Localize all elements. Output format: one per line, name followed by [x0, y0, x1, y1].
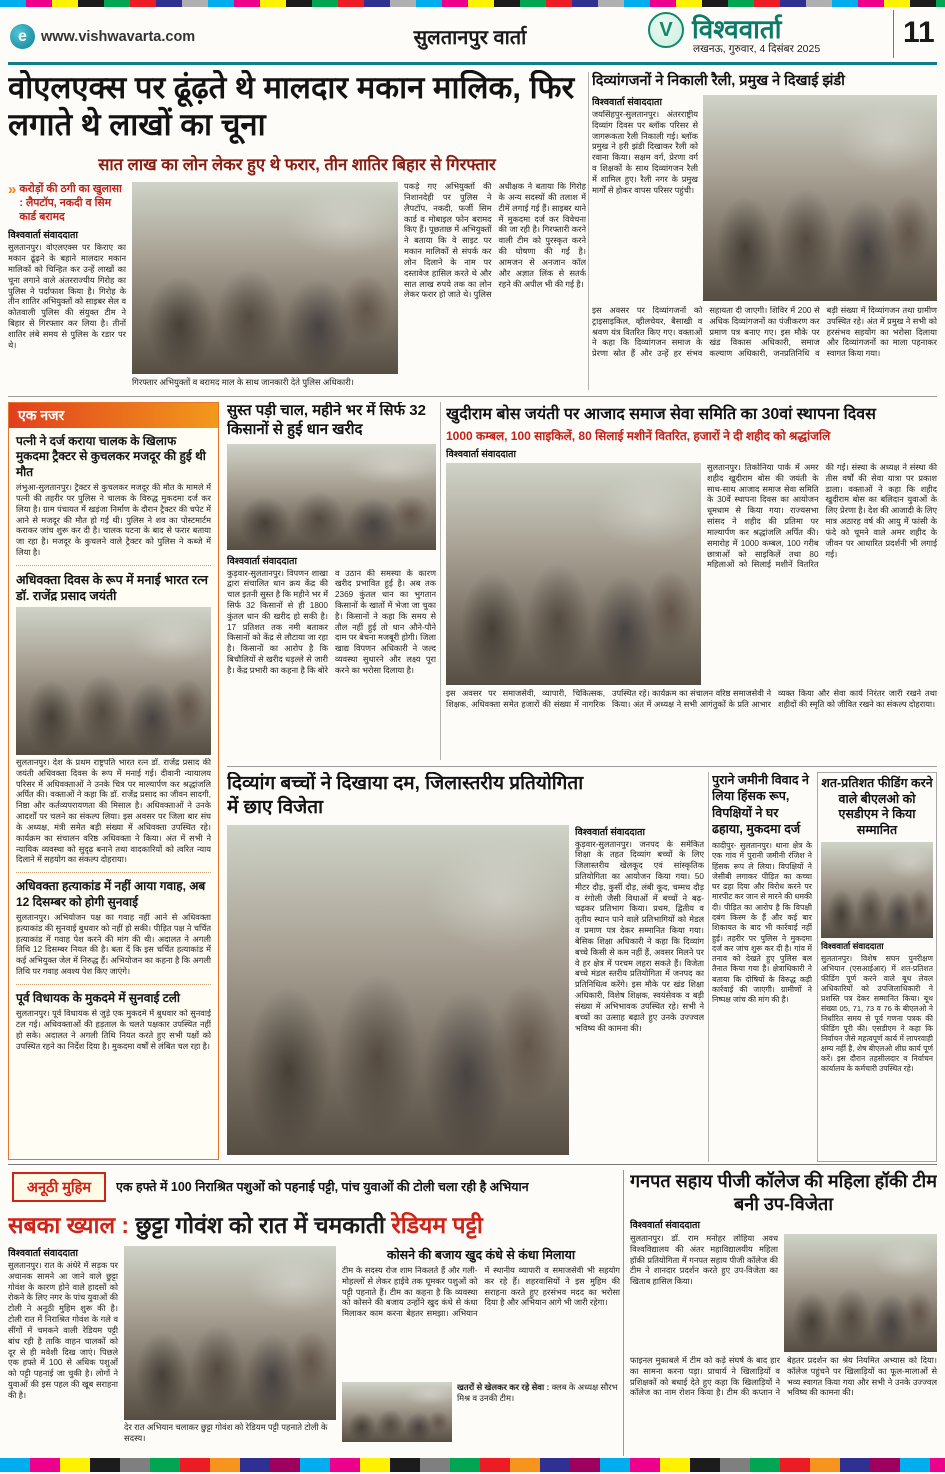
- ek-nazar-box: [8, 402, 219, 1160]
- blo-body: सुलतानपुर। विशेष सघन पुनरीक्षण अभियान (एसआईआर) में शत-प्रतिशत फीडिंग पूर्ण करने वाले बूथ लेवल अधिकारियों को उपजिलाधिकारी ने प्रशस्ति पत्र देकर सम्मानित किया। बूथ संख्या 05, 71, 73 व 76 के बीएलओ ने निर्धारित समय से पूर्व गणना पत्रक की फीडिंग पूरी की। एसडीएम ने कहा कि निर्वाचन जैसे महत्वपूर्ण कार्य में लापरवाही क्षम्य नहीं है, शेष बीएलओ शीघ्र कार्य पूर्ण करें। इस दौरान तहसीलदार व निर्वाचन कार्यालय के कर्मचारी उपस्थित रहे।: [821, 953, 933, 1073]
- article-radium: [8, 1246, 620, 1456]
- radium-caption2: क्लब के अध्यक्ष सौरभ मिश्र व उनकी टीम।: [457, 1382, 618, 1403]
- story-headline: पत्नी ने दर्ज कराया चालक के खिलाफ मुकदमा ट्रैक्टर से कुचलकर मजदूर की हुई थी मौत: [16, 434, 206, 479]
- blo-photo: [821, 842, 933, 938]
- rally-byline: विश्ववार्ता संवाददाता: [592, 97, 662, 108]
- divider: [8, 396, 937, 397]
- section-title: सुलतानपुर वार्ता: [413, 27, 527, 49]
- story-body: सुलतानपुर। पूर्व विधायक से जुड़े एक मुकदमे में बुधवार को सुनवाई टल गई। अधिवक्ताओं की हड़ताल के चलते पक्षकार उपस्थित नहीं हो सके। अदालत ने अगली तिथि नियत करते हुए सभी पक्षों को उपस्थित रहने का निर्देश दिया है। मुकदमा वर्षों से लंबित चल रहा है।: [16, 1009, 211, 1051]
- blo-headline: शत-प्रतिशत फीडिंग करने वाले बीएलओ को एसडीएम ने किया सम्मानित: [821, 776, 933, 837]
- lead-photo: [132, 182, 398, 374]
- radium-headline-red: सबका ख्याल :: [8, 1212, 130, 1238]
- campaign-strip-headline: एक हफ्ते में 100 निराश्रित पशुओं को पहनाई पट्टी, पांच युवाओं की टोली चला रही है अभियान: [116, 1180, 529, 1194]
- masthead-rule: [8, 62, 937, 65]
- hockey-byline: विश्ववार्ता संवाददाता: [630, 1220, 700, 1231]
- rally-body: इस अवसर पर दिव्यांगजनों को ट्राइसाइकिल, व्हीलचेयर, बैसाखी व श्रवण यंत्र वितरित किए गए। वक्ताओं ने कहा कि दिव्यांगजन समाज के प्रेरणा स्रोत हैं और उन्हें हर संभव सहायता दी जाएगी। शिविर में 200 से अधिक दिव्यांगजनों का पंजीकरण कर प्रमाण पत्र बनाए गए। इस मौके पर खंड विकास अधिकारी, समाज कल्याण अधिकारी, जनप्रतिनिधि व बड़ी संख्या में दिव्यांगजन तथा ग्रामीण उपस्थित रहे। अंत में प्रमुख ने सभी को हरसंभव सहयोग का भरोसा दिलाया और दिव्यांगजनों का माला पहनाकर स्वागत किया गया।: [592, 306, 937, 359]
- article-blo: [817, 772, 937, 1162]
- radium-intro: सुलतानपुर। रात के अंधेरे में सड़क पर अचानक सामने आ जाने वाले छुट्टा गोवंश के कारण होने वाले हादसों को रोकने के लिए नगर के पांच युवाओं की टोली ने अनूठी मुहिम शुरू की है। टोली रात में निराश्रित गोवंश के गले व सींगों में चमकने वाली रेडियम पट्टी बांध रही है ताकि वाहन चालकों को दूर से ही मवेशी दिख जाएं। पिछले एक हफ्ते में 100 से अधिक पशुओं को पट्टी पहनाई जा चुकी है। लोगों ने युवाओं की इस पहल की खूब सराहना की है।: [8, 1261, 118, 1400]
- khudiram-headline: खुदीराम बोस जयंती पर आजाद समाज सेवा समिति का 30वां स्थापना दिवस: [446, 406, 876, 423]
- website-link[interactable]: www.vishwavarta.com: [41, 28, 196, 45]
- hockey-headline: गनपत सहाय पीजी कॉलेज की महिला हॉकी टीम बनी उप-विजेता: [630, 1171, 937, 1214]
- rally-photo: [703, 95, 937, 301]
- khudiram-byline: विश्ववार्ता संवाददाता: [446, 449, 516, 460]
- ek-nazar-story: [16, 879, 211, 985]
- divyang-body: कुड़वार-सुलतानपुर। जनपद के समेकित शिक्षा के तहत दिव्यांग बच्चों के लिए जिलास्तरीय खेलकूद एवं सांस्कृतिक प्रतियोगिता का आयोजन किया गया। 50 मीटर दौड़, कुर्सी दौड़, लंबी कूद, चम्मच दौड़ व रंगोली जैसी विधाओं में बच्चों ने बढ़-चढ़कर प्रतिभाग किया। प्रथम, द्वितीय व तृतीय स्थान पाने वाले प्रतिभागियों को मेडल व प्रमाण पत्र देकर सम्मानित किया गया। बेसिक शिक्षा अधिकारी ने कहा कि दिव्यांग बच्चे किसी से कम नहीं हैं, अवसर मिलने पर वे हर क्षेत्र में परचम लहरा सकते हैं। विजेता बच्चे मंडल स्तरीय प्रतियोगिता में जनपद का प्रतिनिधित्व करेंगे। इस मौके पर खंड शिक्षा अधिकारी, विशेष शिक्षक, स्वयंसेवक व बड़ी संख्या में अभिभावक उपस्थित रहे। सभी ने बच्चों का उत्साह बढ़ाते हुए उनके उज्ज्वल भविष्य की कामना की।: [575, 839, 704, 1033]
- divyang-photo: [227, 825, 569, 1155]
- lead-byline: विश्ववार्ता संवाददाता: [8, 230, 78, 242]
- lead-photo-caption: गिरफ्तार अभियुक्तों व बरामद माल के साथ जानकारी देते पुलिस अधिकारी।: [132, 377, 354, 388]
- radium-byline: विश्ववार्ता संवाददाता: [8, 1248, 78, 1259]
- radium-caption2-bold: खतरों से खेलकर कर रहे सेवा :: [457, 1382, 550, 1392]
- radium-photo-small: [342, 1382, 452, 1442]
- lead-kicker: » करोड़ों की ठगी का खुलासा : लैपटॉप, नकदी व सिम कार्ड बरामद: [8, 182, 122, 224]
- divider: [588, 72, 589, 390]
- khudiram-body: सुलतानपुर। तिकोनिया पार्क में अमर शहीद खुदीराम बोस की जयंती के साथ-साथ आजाद समाज सेवा समिति के 30वें स्थापना दिवस का आयोजन धूमधाम से किया गया। राज्यसभा सांसद ने शहीद की प्रतिमा पर माल्यार्पण कर श्रद्धांजलि अर्पित की। समारोह में 1000 कम्बल, 100 गरीब छात्राओं को साइकिलें तथा 80 महिलाओं को सिलाई मशीनें वितरित की गईं। संस्था के अध्यक्ष ने संस्था की तीस वर्षों की सेवा यात्रा पर प्रकाश डाला। वक्ताओं ने कहा कि शहीद खुदीराम बोस का बलिदान युवाओं के लिए प्रेरणा है। देश की आजादी के लिए मात्र अठारह वर्ष की आयु में फांसी के फंदे को चूमने वाले अमर शहीद के जीवन पर आधारित प्रदर्शनी भी लगाई गई।: [707, 463, 937, 570]
- lead-left-column: [8, 182, 126, 374]
- article-hockey: [630, 1170, 937, 1456]
- hockey-body2: फाइनल मुकाबले में टीम को कड़े संघर्ष के बाद हार का सामना करना पड़ा। प्राचार्य ने खिलाड़ियों व प्रशिक्षकों को बधाई देते हुए कहा कि खिलाड़ियों ने कॉलेज का नाम रोशन किया है। टीम की कप्तान ने बेहतर प्रदर्शन का श्रेय नियमित अभ्यास को दिया। कॉलेज पहुंचने पर खिलाड़ियों का फूल-मालाओं से भव्य स्वागत किया गया और सभी ने उनके उज्ज्वल भविष्य की कामना की।: [630, 1356, 937, 1398]
- article-rally: [592, 70, 937, 394]
- dhaan-photo: [227, 444, 436, 550]
- divider: [708, 772, 709, 1162]
- radium-photo-caption: देर रात अभियान चलाकर छुट्टा गोवंश को रेडियम पट्टी पहनाते टोली के सदस्य।: [124, 1422, 328, 1443]
- brand-name: विश्ववार्ता: [692, 14, 782, 44]
- lead-body: पकड़े गए अभियुक्तों की निशानदेही पर पुलिस ने लैपटॉप, नकदी, फर्जी सिम कार्ड व मोबाइल फोन बरामद किए हैं। पूछताछ में अभियुक्तों ने बताया कि वे साइट पर मकान मालिकों से संपर्क कर लोन दिलाने के नाम पर दस्तावेज हासिल करते थे और सात लाख रुपये तक का लोन लेकर फरार हो जाते थे। पुलिस अधीक्षक ने बताया कि गिरोह के अन्य सदस्यों की तलाश में टीमें लगाई गई हैं। साइबर थाने में मुकदमा दर्ज कर विवेचना की जा रही है। गिरफ्तारी करने वाली टीम को पुरस्कृत करने की घोषणा की गई है। आमजन से अनजान कॉल और अज्ञात लिंक से सतर्क रहने की अपील भी की गई है।: [404, 182, 586, 300]
- chevrons-icon: »: [8, 182, 17, 199]
- dhaan-byline: विश्ववार्ता संवाददाता: [227, 555, 297, 567]
- radium-photo: [124, 1246, 336, 1420]
- brand-v-logo-icon: V: [648, 12, 684, 48]
- divyang-byline: विश्ववार्ता संवाददाता: [575, 826, 645, 838]
- article-lead: [8, 70, 586, 392]
- radium-right-column: [342, 1246, 620, 1456]
- vivad-body: कादीपुर- सुलतानपुर। थाना क्षेत्र के एक गांव में पुरानी जमीनी रंजिश ने हिंसक रूप ले लिया। विपक्षियों ने जेसीबी लगाकर पीड़ित का कच्चा घर ढहा दिया और विरोध करने पर मारपीट कर जान से मारने की धमकी दी। पीड़ित का आरोप है कि विपक्षी दबंग किस्म के हैं और कई बार शिकायत के बाद भी कार्रवाई नहीं हुई। तहरीर पर पुलिस ने मुकदमा दर्ज कर जांच शुरू कर दी है। गांव में तनाव को देखते हुए पुलिस बल तैनात किया गया है। क्षेत्राधिकारी ने बताया कि दोषियों के विरुद्ध कड़ी कार्रवाई की जाएगी। ग्रामीणों ने निष्पक्ष जांच की मांग की है।: [712, 841, 812, 1005]
- radium-headline-red2: रेडियम पट्टी: [391, 1212, 483, 1238]
- site-e-logo-icon: e: [10, 24, 35, 49]
- dhaan-headline: सुस्त पड़ी चाल, महीने भर में सिर्फ 32 किसानों से हुई धान खरीद: [227, 402, 426, 438]
- divider: [623, 1170, 624, 1456]
- divider: [8, 1164, 937, 1165]
- divider: [227, 766, 937, 767]
- story-headline: अधिवक्ता हत्याकांड में नहीं आया गवाह, अब 12 दिसम्बर को होगी सुनवाई: [16, 879, 206, 909]
- radium-left-column: [8, 1246, 118, 1456]
- story-headline: पूर्व विधायक के मुकदमे में सुनवाई टली: [16, 990, 181, 1005]
- lead-headline: वोएलएक्स पर ढूंढ़ते थे मालदार मकान मालिक, फिर लगाते थे लाखों का चूना: [8, 70, 575, 142]
- masthead-left: [10, 24, 195, 49]
- story-body: सुलतानपुर। अभियोजन पक्ष का गवाह नहीं आने से अधिवक्ता हत्याकांड की सुनवाई बुधवार को नहीं हो सकी। पीड़ित पक्ष ने चर्चित हत्याकांड में गवाह पेश करने की मांग की थी। अदालत ने अगली तिथि 12 दिसम्बर नियत की है। बता दें कि इस चर्चित हत्याकांड में कई अभियुक्त जेल में निरुद्ध हैं। अभियोजन का कहना है कि अगली तिथि पर गवाह अवश्य पेश किए जाएंगे।: [16, 912, 211, 977]
- page-number: 11: [903, 16, 935, 49]
- campaign-label: अनूठी मुहिम: [12, 1172, 106, 1202]
- edition-dateline: लखनऊ, गुरुवार, 4 दिसंबर 2025: [693, 43, 821, 55]
- hockey-photo: [784, 1234, 937, 1352]
- article-divyang: [227, 772, 704, 1162]
- article-khudiram: [446, 402, 937, 760]
- radium-body2: टीम के सदस्य रोज शाम निकलते हैं और गली-मोहल्लों से लेकर हाईवे तक घूमकर पशुओं को पट्टी पहनाते हैं। टीम का कहना है कि व्यवस्था को कोसने की बजाय उन्होंने खुद कंधे से कंधा मिलाकर काम करना बेहतर समझा। अभियान में स्थानीय व्यापारी व समाजसेवी भी सहयोग कर रहे हैं। शहरवासियों ने इस मुहिम की सराहना करते हुए हरसंभव मदद का भरोसा दिया है और अभियान आगे भी जारी रहेगा।: [342, 1266, 620, 1319]
- masthead-divider: [893, 10, 894, 58]
- article-vivad: [712, 772, 812, 1162]
- story-body: सुलतानपुर। देश के प्रथम राष्ट्रपति भारत रत्न डॉ. राजेंद्र प्रसाद की जयंती अधिवक्ता दिवस के रूप में मनाई गई। दीवानी न्यायालय परिसर में अधिवक्ताओं ने उनके चित्र पर माल्यार्पण कर श्रद्धांजलि अर्पित की। वक्ताओं ने कहा कि डॉ. राजेंद्र प्रसाद का जीवन सादगी, निष्ठा और कर्तव्यपरायणता की मिसाल है। अधिवक्ताओं ने उनके आदर्शों पर चलने का संकल्प लिया। इस अवसर पर जिला बार संघ के अध्यक्ष, मंत्री समेत बड़ी संख्या में अधिवक्ता उपस्थित रहे। कार्यक्रम का संचालन वरिष्ठ अधिवक्ता ने किया। अंत में सभी ने न्यायिक व्यवस्था को सुदृढ़ बनाने तथा वादकारियों को त्वरित न्याय दिलाने में सहयोग का संकल्प दोहराया।: [16, 757, 211, 865]
- ek-nazar-story: [16, 991, 211, 1059]
- radium-photo-block: [124, 1246, 336, 1456]
- radium-headline-mid: छुट्टा गोवंश को रात में चमकाती: [129, 1212, 392, 1238]
- blo-byline: विश्ववार्ता संवाददाता: [821, 940, 884, 951]
- divyang-right-column: [575, 825, 704, 1155]
- ek-nazar-story: [16, 572, 211, 873]
- divider: [440, 402, 441, 760]
- print-color-bar-top: [0, 0, 945, 7]
- khudiram-photo: [446, 463, 701, 685]
- story-headline: अधिवक्ता दिवस के रूप में मनाई भारत रत्न डॉ. राजेंद्र प्रसाद जयंती: [16, 572, 208, 603]
- dhaan-body: कुड़वार-सुलतानपुर। विपणन शाखा द्वारा संचालित धान क्रय केंद्र की चाल इतनी सुस्त है कि महीने भर में सिर्फ 32 किसानों से ही 1800 कुंतल धान की खरीद हो सकी है। 17 प्रतिशत तक नमी बताकर किसानों को केंद्र से लौटाया जा रहा है। किसानों का आरोप है कि बिचौलियों से खरीद धड़ल्ले से जारी है। केंद्र प्रभारी का कहना है कि बोरे व उठान की समस्या के कारण खरीद प्रभावित हुई है। अब तक 2369 कुंतल धान का भुगतान किसानों के खातों में भेजा जा चुका है। किसानों ने कहा कि समय से तौल नहीं हुई तो धान औने-पौने दाम पर बेचना मजबूरी होगी। जिला खाद्य विपणन अधिकारी ने जल्द व्यवस्था सुधारने और लक्ष्य पूरा करने का भरोसा दिलाया है।: [227, 568, 436, 675]
- rally-left-column: [592, 95, 698, 301]
- khudiram-body-bottom: इस अवसर पर समाजसेवी, व्यापारी, चिकित्सक, शिक्षक, अधिवक्ता समेत हजारों की संख्या में नागरिक उपस्थित रहे। कार्यक्रम का संचालन वरिष्ठ समाजसेवी ने किया। अंत में अध्यक्ष ने सभी आगंतुकों के प्रति आभार व्यक्त किया और सेवा कार्य निरंतर जारी रखने तथा शहीदों की स्मृति को जीवित रखने का संकल्प दोहराया।: [446, 689, 937, 709]
- advocates-photo: [16, 607, 211, 755]
- ek-nazar-title: एक नजर: [9, 403, 218, 428]
- radium-subhead2: कोसने की बजाय खुद कंधे से कंधा मिलाया: [386, 1248, 576, 1262]
- khudiram-subhead: 1000 कम्बल, 100 साइकिलें, 80 सिलाई मशीनें वितरित, हजारों ने दी शहीद को श्रद्धांजलि: [446, 429, 831, 443]
- ek-nazar-story: [16, 434, 211, 566]
- lead-intro: सुलतानपुर। वोएलएक्स पर किराए का मकान ढूंढ़ने के बहाने मालदार मकान मालिकों को चिन्हित कर उन्हें लाखों का चूना लगाने वाले अंतरराज्यीय गिरोह का पुलिस ने पर्दाफाश किया है। गिरोह के तीन शातिर अभियुक्तों को साइबर सेल व कोतवाली पुलिस की संयुक्त टीम ने बिहार से गिरफ्तार कर लिया है। तीनों शातिर लंबे समय से पुलिस के रडार पर थे।: [8, 243, 126, 350]
- radium-headline: [8, 1208, 620, 1240]
- lead-subhead: सात लाख का लोन लेकर हुए थे फरार, तीन शातिर बिहार से गिरफ्तार: [98, 156, 496, 175]
- vivad-headline: पुराने जमीनी विवाद ने लिया हिंसक रूप, विपक्षियों ने घर ढहाया, मुकदमा दर्ज: [712, 773, 809, 836]
- rally-intro: जयसिंहपुर-सुलतानपुर। अंतरराष्ट्रीय दिव्यांग दिवस पर ब्लॉक परिसर से जागरूकता रैली निकाली गई। ब्लॉक प्रमुख ने हरी झंडी दिखाकर रैली को रवाना किया। सक्षम वर्ग, प्रेरणा वर्ग व शिक्षकों के साथ दिव्यांगजन रैली में शामिल हुए। रैली नगर के प्रमुख मार्गों से होकर वापस परिसर पहुंची।: [592, 110, 698, 195]
- divyang-headline: दिव्यांग बच्चों ने दिखाया दम, जिलास्तरीय प्रतियोगिता में छाए विजेता: [227, 773, 584, 818]
- story-body: लंभुआ-सुलतानपुर। ट्रैक्टर से कुचलकर मजदूर की मौत के मामले में पत्नी की तहरीर पर पुलिस ने चालक के विरुद्ध मुकदमा दर्ज कर लिया है। ग्राम पंचायत में खड़ंजा निर्माण के दौरान ट्रैक्टर की चपेट में आने से मजदूर की मौत हो गई थी। पुलिस ने शव का पोस्टमार्टम कराकर जांच शुरू कर दी है। चालक घटना के बाद से फरार बताया जा रहा है। मजदूर के कुचलने वाले ट्रैक्टर को पुलिस ने कब्जे में लिया है।: [16, 483, 211, 558]
- hockey-body1: सुलतानपुर। डॉ. राम मनोहर लोहिया अवध विश्वविद्यालय की अंतर महाविद्यालयीय महिला हॉकी प्रतियोगिता में गनपत सहाय पीजी कॉलेज की टीम ने शानदार प्रदर्शन करते हुए उप-विजेता का खिताब हासिल किया।: [630, 1234, 778, 1287]
- article-dhaan: [227, 402, 436, 760]
- print-color-bar-bottom: [0, 1458, 945, 1472]
- rally-headline: दिव्यांगजनों ने निकाली रैली, प्रमुख ने दिखाई झंडी: [592, 73, 845, 89]
